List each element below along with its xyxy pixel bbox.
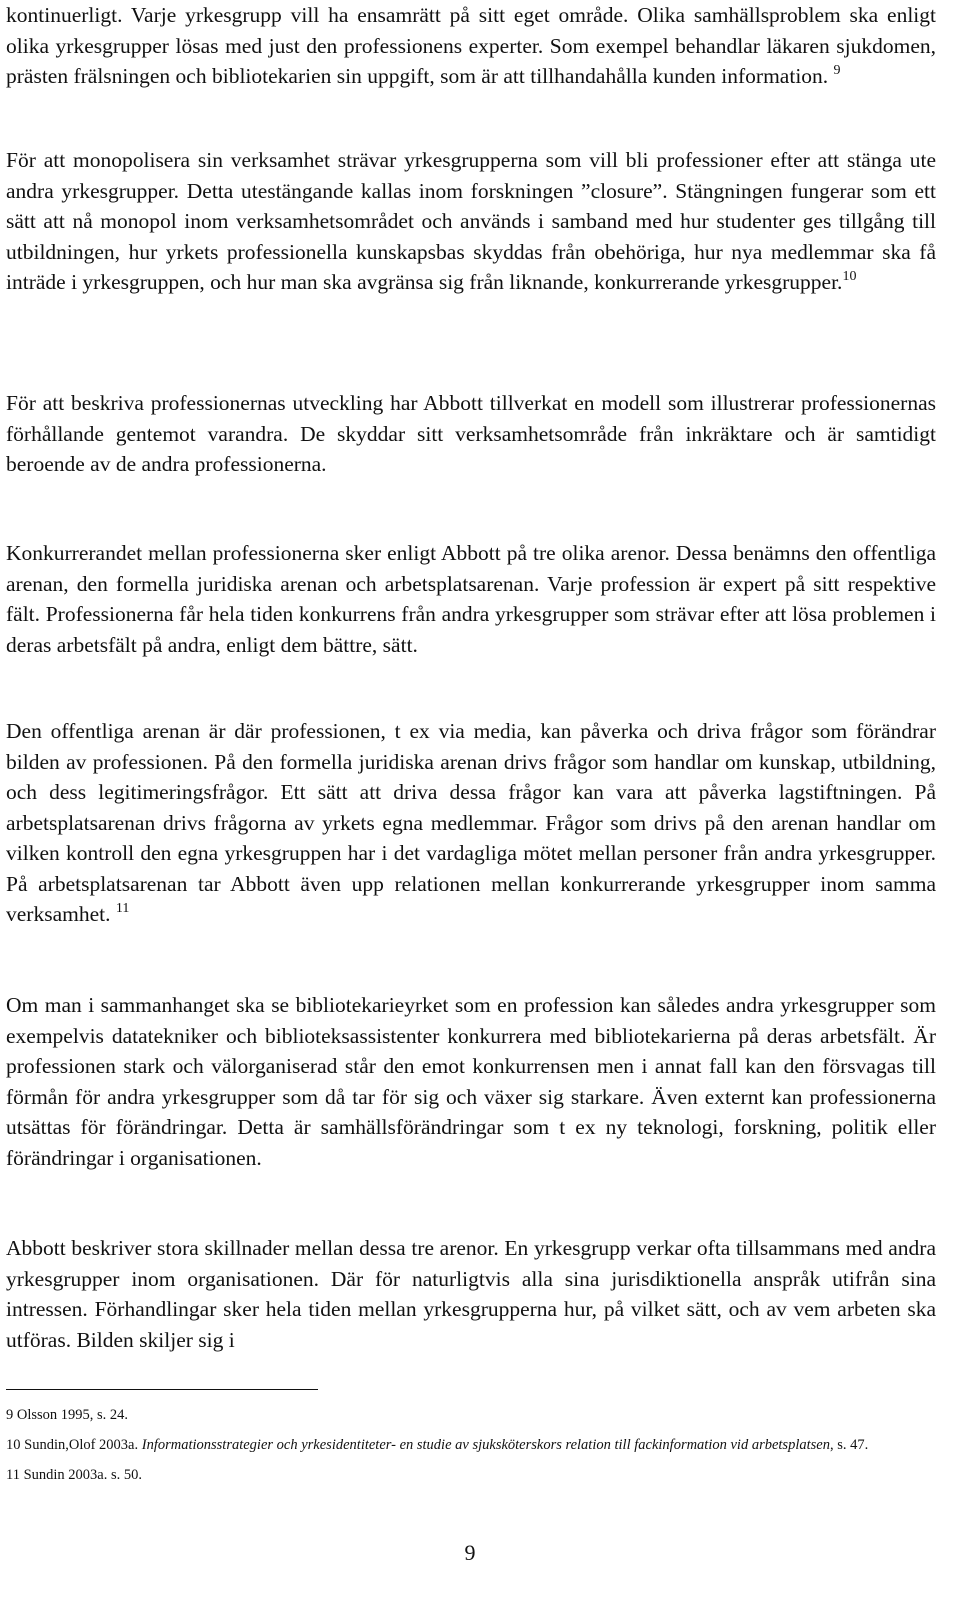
paragraph-2 [6,145,936,298]
footnote-10 [6,1430,936,1460]
page-number: 9 [464,1540,476,1565]
paragraph-6: Om man i sammanhanget ska se bibliotekarieyrket som en profession kan således andra yrkesgrupper som exempelvis datatekniker och biblioteksassistenter konkurrera med bibliotekarierna på deras arbetsfält. Är professionen stark och välorganiserad står den emot konkurrensen men i annat fall kan den försvagas till förmån för andra yrkesgrupper som då tar för sig och växer sig starkare. Även externt kan professionerna utsättas för förändringar. Detta är samhällsförändringar som t ex ny teknologi, forskning, politik eller förändringar i organisationen. [6,993,936,1170]
footnote-10-title: Informationsstrategier och yrkesidentiteter- en studie av sjuksköterskors relation till fackinformation vid arbetsplatsen [141,1437,830,1453]
paragraph-3: För att beskriva professionernas utveckling har Abbott tillverkat en modell som illustrerar professionernas förhållande gentemot varandra. De skyddar sitt verksamhetsområde från inkräktare och är samtidigt beroende av de andra professionerna. [6,391,936,476]
paragraph-5-text: Den offentliga arenan är där professionen, t ex via media, kan påverka och driva frågor som förändrar bilden av professionen. På den formella juridiska arenan drivs frågor som handlar om kunskap, utbildning, och dess legitimeringsfrågor. Ett sätt att driva dessa frågor kan vara att påverka lagstiftningen. På arbetsplatsarenan drivs frågorna av yrkets egna medlemmar. Frågor som drivs på den arenan handlar om vilken kontroll den egna yrkesgruppen har i det vardagliga mötet mellan personer från andra yrkesgrupper. På arbetsplatsarenan tar Abbott även upp relationen mellan konkurrerande yrkesgrupper inom samma verksamhet. [6,719,936,926]
footnote-10-author: 10 Sundin,Olof 2003a. [6,1437,139,1453]
paragraph-4: Konkurrerandet mellan professionerna sker enligt Abbott på tre olika arenor. Dessa benämns den offentliga arenan, den formella juridiska arenan och arbetsplatsarenan. Varje profession är expert på sitt respektive fält. Professionerna får hela tiden konkurrens från andra yrkesgrupper som strävar efter att lösa problemen i deras arbetsfält på andra, enligt dem bättre, sätt. [6,541,936,657]
paragraph-1-text: kontinuerligt. Varje yrkesgrupp vill ha ensamrätt på sitt eget område. Olika samhällsproblem ska enligt olika yrkesgrupper lösas med just den professionens experter. Som exempel behandlar läkaren sjukdomen, prästen frälsningen och bibliotekarien sin uppgift, som är att tillhandahålla kunden information. [6,3,936,88]
footnote-ref-11[interactable]: 11 [115,901,130,916]
paragraph-7: Abbott beskriver stora skillnader mellan dessa tre arenor. En yrkesgrupp verkar ofta tillsammans med andra yrkesgrupper inom organisationen. Där för naturligtvis alla sina jurisdiktionella anspråk utifrån sina intressen. Förhandlingar sker hela tiden mellan yrkesgrupperna hur, på vilket sätt, och av vem arbeten ska utföras. Bilden skiljer sig i [6,1236,936,1352]
footnote-9: 9 Olsson 1995, s. 24. [6,1407,129,1423]
paragraph-2-text: För att monopolisera sin verksamhet strävar yrkesgrupperna som vill bli professioner efter att stänga ute andra yrkesgrupper. Detta utestängande kallas inom forskningen ”closure”. Stängningen fungerar som ett sätt att nå monopol inom verksamhetsområdet och används i samband med hur studenter ges tillgång till utbildningen, hur yrkets professionella kunskapsbas skyddas från obehöriga, hur nya medlemmar ska få inträde i yrkesgruppen, och hur man ska avgränsa sig från liknande, konkurrerande yrkesgrupper. [6,148,936,294]
paragraph-1 [6,0,936,92]
footnote-ref-9[interactable]: 9 [833,63,841,78]
footnotes [6,1400,936,1490]
footnote-10-page: , s. 47. [829,1437,869,1453]
footnote-separator [6,1389,318,1390]
paragraph-5 [6,716,936,930]
footnote-11: 11 Sundin 2003a. s. 50. [6,1467,143,1483]
footnote-ref-10[interactable]: 10 [842,269,857,284]
